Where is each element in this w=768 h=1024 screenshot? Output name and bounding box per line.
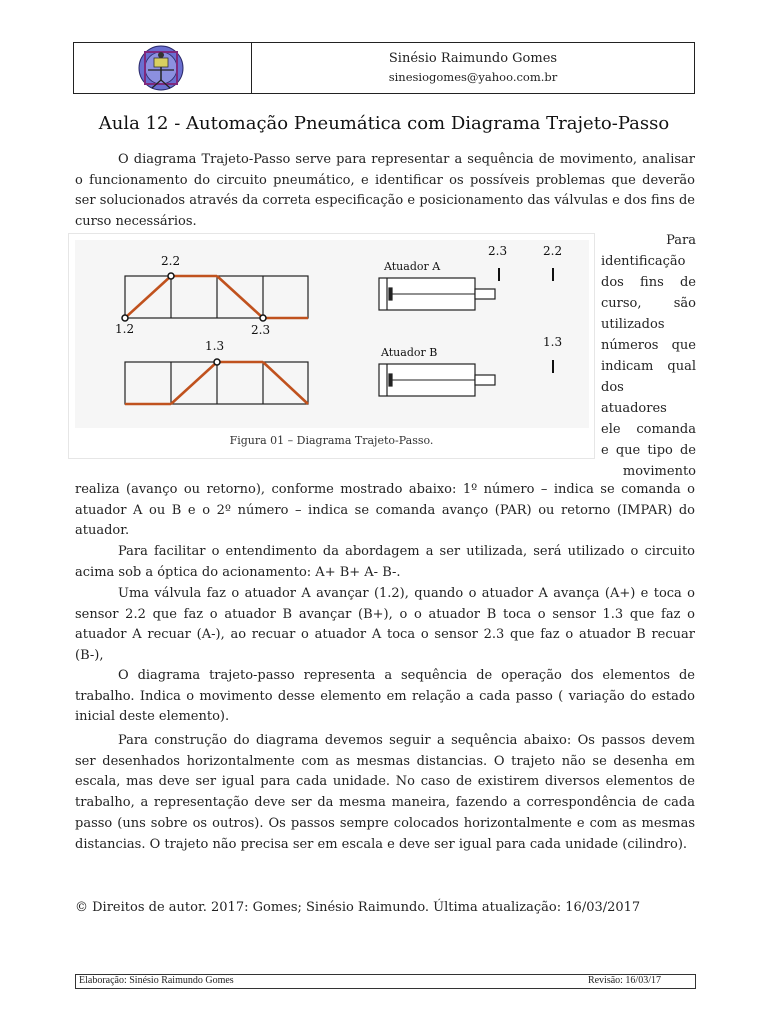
label-1-2: 1.2 [115,322,135,336]
uma-valvula-paragraph: Uma válvula faz o atuador A avançar (1.2), quando o atuador A avança (A+) e toca o sensor 2.2 que faz o atuador B avançar (B+), o o atuador B toca o sensor 1.3 que faz o atuador A recuar (A-), ao recuar o atuador A toca o sensor 2.3 que faz o atuador B recuar (B-), [75,586,695,664]
side-text-line: atuadores [601,401,667,416]
trajeto-passo-diagram [75,240,589,428]
point-2-2 [168,273,174,279]
logo-cell [74,43,252,93]
para-facilitar-paragraph: Para facilitar o entendimento da abordagem a ser utilizada, será utilizado o circuito acima sob a óptica do acionamento: A+ B+ A- B-. [75,544,695,580]
atuador-a-label: Atuador A [384,260,441,273]
sensor-1-3-mark [552,360,554,373]
label-1-3: 1.3 [205,339,225,353]
document-footer [75,974,696,989]
side-text-line: dos fins de [601,275,696,290]
footer-elaboracao: Elaboração: Sinésio Raimundo Gomes [79,975,234,986]
vitruvian-logo-icon [134,44,188,92]
side-text-line: indicam qual [601,359,696,374]
side-text-line: identificação [601,254,686,269]
para-construcao-paragraph: Para construção do diagrama devemos seguir a sequência abaixo: Os passos devem ser desenhados horizontalmente com as mesmas distancias. O trajeto não se desenha em escala, mas deve ser igual para cada unidade. No caso de existirem diversos elementos de trabalho, a representação deve ser da mesma maneira, fazendo a correspondência de cada passo (uns sobre os outros). Os passos sempre colocados horizontalmente e com as mesmas distancias. O trajeto não precisa ser em escala e deve ser igual para cada unidade (cilindro). [75,733,695,852]
atuador-b-label: Atuador B [381,346,438,359]
document-header [73,42,695,94]
side-text-line: movimento [622,464,696,479]
side-text-line: números que [601,338,696,353]
continuation-paragraph: realiza (avanço ou retorno), conforme mostrado abaixo: 1º número – indica se comanda o atuador A ou B e o 2º número – indica se comanda avanço (PAR) ou retorno (IMPAR) do atuador. [75,482,695,539]
side-text-line: utilizados [601,317,665,332]
author-name: Sinésio Raimundo Gomes [388,51,558,66]
point-1-3 [214,359,220,365]
point-2-3 [260,315,266,321]
point-1-2 [122,315,128,321]
sensor-2-3-mark [498,268,500,281]
sensor-2-2-mark [552,268,554,281]
sensor-2-3-label: 2.3 [488,244,508,258]
side-text-line: curso, são [601,296,696,311]
label-2-2: 2.2 [161,254,181,268]
figure-caption: Figura 01 – Diagrama Trajeto-Passo. [229,434,434,447]
side-text-line: Para [666,233,696,248]
intro-paragraph: O diagrama Trajeto-Passo serve para representar a sequência de movimento, analisar o funcionamento do circuito pneumático, e identificar os possíveis problemas que deverão ser solucionados através da correta especificação e posicionamento das válvulas e dos fins de curso necessários. [75,152,695,230]
sensor-2-2-label: 2.2 [543,244,563,258]
footer-revisao: Revisão: 16/03/17 [587,975,661,986]
page-title: Aula 12 - Automação Pneumática com Diagrama Trajeto-Passo [98,113,670,134]
diagram-a-grid [125,276,308,318]
figure-trajeto-passo [68,233,595,459]
side-text [601,230,696,482]
sensor-1-3-label: 1.3 [543,335,563,349]
diagram-b-grid [125,362,308,404]
diagrama-representa-paragraph: O diagrama trajeto-passo representa a sequência de operação dos elementos de trabalho. Indica o movimento desse elemento em relação a cada passo ( variação do estado inicial deste elemento). [75,668,695,725]
author-email: sinesiogomes@yahoo.com.br [388,70,558,84]
side-text-line: ele comanda [601,422,696,437]
side-text-line: e que tipo de [601,443,696,458]
diagram-area [75,240,589,428]
label-2-3: 2.3 [251,323,271,337]
copyright-notice: © Direitos de autor. 2017: Gomes; Sinésio Raimundo. Última atualização: 16/03/2017 [75,900,641,915]
side-text-line: dos [601,380,624,395]
